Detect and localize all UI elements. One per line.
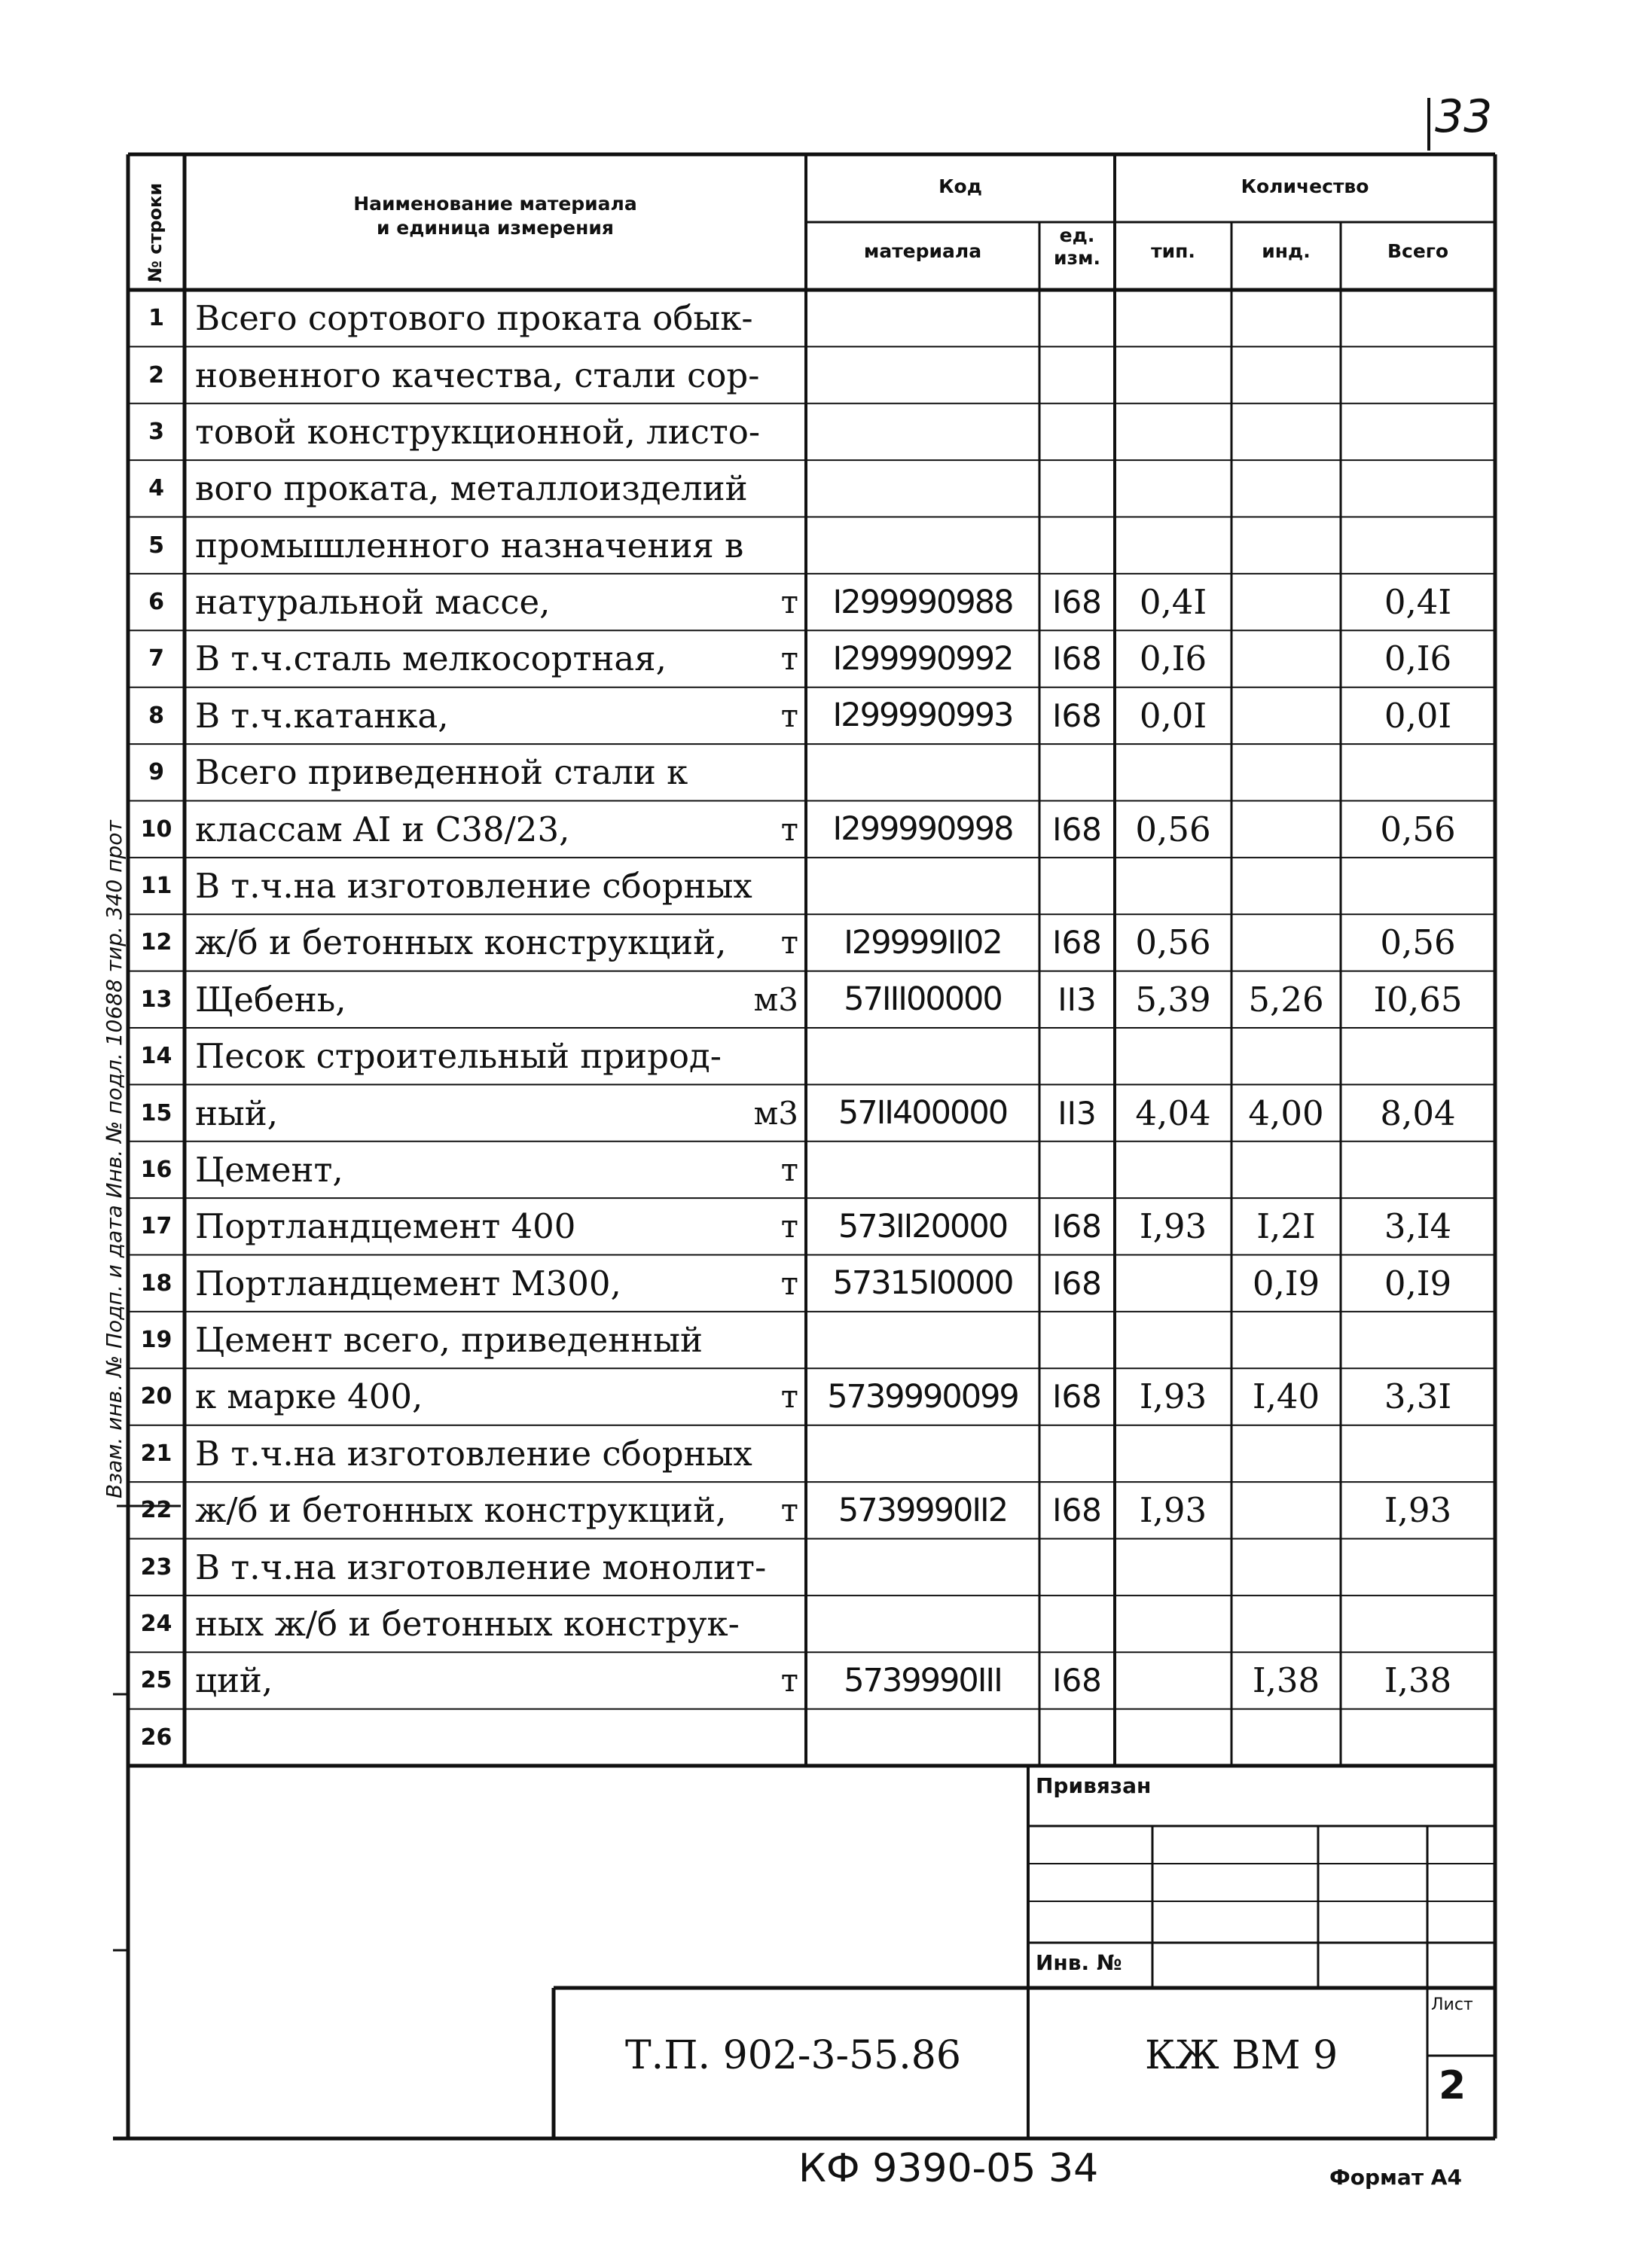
row-material-code: I299990988: [832, 583, 1013, 621]
row-material-code: 5739990099: [827, 1377, 1018, 1416]
row-unit: [185, 1709, 806, 1766]
row-qty-ind: I,38: [1252, 1660, 1320, 1701]
row-material-code: [806, 346, 1039, 403]
row-unit: [185, 1312, 806, 1368]
row-unit-code: II3: [1058, 980, 1097, 1018]
row-unit: [185, 517, 806, 574]
header-qty-ind: инд.: [1262, 240, 1311, 262]
row-unit: м3: [753, 980, 798, 1018]
row-unit-code: [1039, 744, 1115, 800]
row-qty-total: [1341, 1538, 1495, 1595]
row-material-code: [806, 1425, 1039, 1482]
header-code-material: материала: [863, 240, 982, 262]
row-qty-ind: [1231, 1028, 1341, 1084]
row-number: 23: [140, 1553, 172, 1581]
row-material-code: I299990993: [832, 697, 1013, 735]
row-qty-typ: 0,I6: [1139, 639, 1207, 679]
row-number: 25: [140, 1667, 172, 1694]
row-qty-total: 0,56: [1380, 922, 1456, 963]
row-unit: [185, 1538, 806, 1595]
header-qty-total: Всего: [1387, 240, 1449, 262]
row-qty-total: 0,4I: [1384, 582, 1452, 623]
row-number: 24: [140, 1611, 172, 1638]
row-qty-total: [1341, 404, 1495, 460]
header-code-unit-line1: ед.: [1059, 224, 1095, 246]
stamp-privyazan: Привязан: [1036, 1773, 1152, 1798]
row-qty-ind: [1231, 517, 1341, 574]
row-qty-total: [1341, 290, 1495, 346]
row-material-name: ных ж/б и бетонных конструк-: [195, 1604, 740, 1645]
row-material-name: ж/б и бетонных конструкций,: [195, 922, 727, 963]
stamp-inv-no: Инв. №: [1036, 1950, 1122, 1975]
row-material-code: [806, 744, 1039, 800]
header-qty-group: Количество: [1241, 175, 1369, 197]
row-qty-ind: [1231, 1709, 1341, 1766]
doc-mark: КЖ ВМ 9: [1145, 2033, 1338, 2078]
row-qty-total: [1341, 346, 1495, 403]
row-unit: т: [780, 584, 798, 621]
row-unit: т: [780, 697, 798, 734]
row-number: 3: [148, 418, 164, 445]
header-row-no: [128, 154, 185, 290]
row-qty-total: 0,I6: [1384, 639, 1452, 679]
row-material-code: [806, 1312, 1039, 1368]
row-unit-code: [1039, 460, 1115, 517]
row-material-name: товой конструкционной, листо-: [195, 411, 761, 452]
row-material-name: ный,: [195, 1093, 279, 1133]
row-material-name: Цемент всего, приведенный: [195, 1320, 703, 1361]
row-qty-typ: 4,04: [1135, 1093, 1211, 1133]
row-unit: [185, 1596, 806, 1652]
row-number: 7: [148, 645, 164, 672]
bottom-note: КФ 9390-05 34: [798, 2146, 1099, 2191]
row-number: 5: [148, 532, 164, 559]
row-material-name: ж/б и бетонных конструкций,: [195, 1490, 727, 1531]
row-qty-typ: [1115, 404, 1231, 460]
row-unit: т: [780, 1264, 798, 1302]
row-qty-total: 3,I4: [1384, 1206, 1452, 1247]
row-qty-ind: [1231, 914, 1341, 971]
row-unit-code: II3: [1058, 1094, 1097, 1132]
row-material-code: 57II400000: [838, 1094, 1008, 1132]
row-qty-total: 0,0I: [1384, 695, 1452, 736]
row-qty-typ: 0,56: [1135, 922, 1211, 963]
row-number: 11: [140, 873, 172, 900]
doc-code: Т.П. 902-3-55.86: [625, 2033, 961, 2078]
row-qty-ind: [1231, 1142, 1341, 1198]
row-material-code: I299990998: [832, 810, 1013, 849]
row-material-code: [806, 1596, 1039, 1652]
row-unit-code: [1039, 1028, 1115, 1084]
row-qty-total: [1341, 1709, 1495, 1766]
row-unit: [185, 1425, 806, 1482]
row-number: 14: [140, 1043, 172, 1070]
row-unit: [185, 744, 806, 800]
row-material-name: к марке 400,: [195, 1376, 423, 1417]
row-qty-typ: I,93: [1139, 1206, 1207, 1247]
row-qty-total: 8,04: [1380, 1093, 1456, 1133]
header-code-unit: [1039, 224, 1115, 270]
row-unit-code: [1039, 1596, 1115, 1652]
row-qty-typ: I,93: [1139, 1490, 1207, 1531]
row-qty-ind: [1231, 858, 1341, 914]
row-qty-ind: [1231, 574, 1341, 630]
row-unit: т: [780, 810, 798, 848]
row-qty-ind: [1231, 1425, 1341, 1482]
row-qty-total: 0,I9: [1384, 1263, 1452, 1303]
row-qty-total: I0,65: [1373, 979, 1463, 1020]
row-number: 21: [140, 1440, 172, 1467]
row-material-name: промышленного назначения в: [195, 525, 744, 565]
row-number: 4: [148, 475, 164, 502]
row-material-code: [806, 1142, 1039, 1198]
row-qty-typ: [1115, 1709, 1231, 1766]
row-unit-code: [1039, 346, 1115, 403]
row-number: 15: [140, 1099, 172, 1126]
row-qty-ind: [1231, 1482, 1341, 1538]
header-code-group: Код: [938, 175, 982, 197]
row-qty-ind: [1231, 1312, 1341, 1368]
row-qty-total: I,38: [1384, 1660, 1452, 1701]
row-qty-total: I,93: [1384, 1490, 1452, 1531]
row-unit-code: [1039, 517, 1115, 574]
row-qty-total: 3,3I: [1384, 1376, 1452, 1417]
row-material-name: натуральной массе,: [195, 582, 551, 623]
row-material-code: 57315I0000: [832, 1264, 1013, 1303]
row-qty-typ: 0,0I: [1139, 695, 1207, 736]
row-unit-code: [1039, 1312, 1115, 1368]
row-material-code: [806, 517, 1039, 574]
row-material-name: Всего сортового проката обык-: [195, 298, 753, 339]
row-qty-ind: [1231, 1538, 1341, 1595]
row-qty-ind: [1231, 290, 1341, 346]
row-qty-ind: 4,00: [1248, 1093, 1324, 1133]
row-unit: т: [780, 924, 798, 962]
row-material-name: В т.ч.на изготовление сборных: [195, 1433, 752, 1474]
row-qty-typ: [1115, 858, 1231, 914]
row-qty-total: [1341, 1312, 1495, 1368]
row-unit-code: [1039, 290, 1115, 346]
row-unit: т: [780, 1378, 798, 1416]
row-material-code: [806, 1538, 1039, 1595]
row-material-code: [806, 290, 1039, 346]
row-qty-typ: [1115, 1425, 1231, 1482]
row-qty-ind: [1231, 1596, 1341, 1652]
row-number: 9: [148, 759, 164, 786]
row-qty-total: 0,56: [1380, 809, 1456, 849]
row-qty-typ: [1115, 744, 1231, 800]
row-material-name: ций,: [195, 1660, 273, 1701]
row-unit-code: I68: [1052, 1492, 1102, 1529]
row-material-code: 5739990III: [844, 1661, 1002, 1699]
row-unit: [185, 460, 806, 517]
row-qty-typ: 0,56: [1135, 809, 1211, 849]
row-number: 22: [140, 1497, 172, 1524]
row-unit: т: [780, 1662, 798, 1699]
row-unit-code: I68: [1052, 924, 1102, 962]
row-material-code: 57III00000: [844, 980, 1002, 1019]
row-number: 1: [148, 305, 164, 332]
row-unit: т: [780, 1492, 798, 1529]
row-qty-typ: I,93: [1139, 1376, 1207, 1417]
row-unit: т: [780, 1151, 798, 1188]
row-unit: т: [780, 640, 798, 678]
row-material-code: [806, 858, 1039, 914]
row-unit: т: [780, 1208, 798, 1245]
row-unit: м3: [753, 1094, 798, 1132]
row-number: 17: [140, 1213, 172, 1240]
row-unit: [185, 1028, 806, 1084]
side-note: Взам. инв. № Подп. и дата Инв. № подл. 10688 тир. 340 прот: [102, 820, 127, 1498]
stamp-sheet-no: 2: [1439, 2063, 1466, 2108]
row-qty-typ: [1115, 1312, 1231, 1368]
stamp-sheet-label: Лист: [1431, 1995, 1473, 2014]
row-unit-code: I68: [1052, 810, 1102, 848]
row-qty-typ: [1115, 460, 1231, 517]
row-material-name: Щебень,: [195, 979, 346, 1020]
row-qty-total: [1341, 460, 1495, 517]
row-material-code: I299990992: [832, 639, 1013, 678]
row-qty-typ: [1115, 1028, 1231, 1084]
row-unit: [185, 346, 806, 403]
row-qty-total: [1341, 744, 1495, 800]
row-qty-typ: [1115, 1596, 1231, 1652]
row-qty-ind: [1231, 744, 1341, 800]
row-qty-typ: [1115, 517, 1231, 574]
row-number: 8: [148, 702, 164, 729]
header-name-line1: Наименование материала: [353, 193, 637, 215]
row-number: 6: [148, 589, 164, 616]
row-unit-code: I68: [1052, 1378, 1102, 1416]
row-number: 2: [148, 361, 164, 389]
row-qty-typ: [1115, 346, 1231, 403]
row-qty-typ: [1115, 290, 1231, 346]
row-qty-ind: I,40: [1252, 1376, 1320, 1417]
row-material-code: [806, 1709, 1039, 1766]
row-qty-total: [1341, 517, 1495, 574]
row-qty-ind: [1231, 346, 1341, 403]
row-unit-code: [1039, 1425, 1115, 1482]
row-unit: [185, 858, 806, 914]
row-unit-code: [1039, 404, 1115, 460]
row-qty-total: [1341, 1596, 1495, 1652]
row-material-name: Портландцемент 400: [195, 1206, 576, 1247]
row-unit-code: I68: [1052, 1264, 1102, 1302]
row-qty-total: [1341, 1142, 1495, 1198]
row-number: 26: [140, 1724, 172, 1751]
row-material-name: В т.ч.на изготовление монолит-: [195, 1547, 767, 1587]
row-unit-code: I68: [1052, 640, 1102, 678]
row-qty-total: [1341, 1028, 1495, 1084]
header-code-unit-line2: изм.: [1054, 247, 1100, 269]
row-unit-code: I68: [1052, 584, 1102, 621]
row-qty-ind: 0,I9: [1252, 1263, 1320, 1303]
row-material-code: 573II20000: [838, 1207, 1008, 1245]
row-qty-typ: 0,4I: [1139, 582, 1207, 623]
row-material-code: [806, 460, 1039, 517]
header-qty-typ: тип.: [1151, 240, 1195, 262]
row-unit-code: [1039, 858, 1115, 914]
row-number: 18: [140, 1270, 172, 1297]
header-name: [185, 192, 806, 240]
row-unit-code: I68: [1052, 697, 1102, 734]
row-qty-ind: [1231, 800, 1341, 857]
row-qty-total: [1341, 1425, 1495, 1482]
row-number: 19: [140, 1327, 172, 1354]
row-qty-typ: [1115, 1652, 1231, 1709]
row-qty-ind: [1231, 630, 1341, 687]
row-unit-code: I68: [1052, 1208, 1102, 1245]
row-qty-typ: [1115, 1255, 1231, 1312]
header-row-no-label: № строки: [145, 182, 166, 282]
row-material-code: 5739990II2: [838, 1491, 1008, 1529]
row-number: 13: [140, 986, 172, 1013]
row-material-name: Всего приведенной стали к: [195, 752, 688, 793]
row-qty-ind: [1231, 687, 1341, 744]
header-name-line2: и единица измерения: [377, 217, 614, 239]
row-material-code: [806, 1028, 1039, 1084]
row-qty-ind: 5,26: [1248, 979, 1324, 1020]
row-material-name: Песок строительный природ-: [195, 1036, 722, 1077]
row-material-code: I29999II02: [844, 923, 1002, 962]
row-number: 10: [140, 815, 172, 843]
row-material-name: Цемент,: [195, 1149, 343, 1190]
row-qty-typ: [1115, 1142, 1231, 1198]
row-number: 16: [140, 1156, 172, 1183]
row-material-name: вого проката, металлоизделий: [195, 468, 748, 509]
row-material-name: новенного качества, стали сор-: [195, 355, 760, 395]
row-qty-ind: [1231, 404, 1341, 460]
row-material-name: В т.ч.катанка,: [195, 695, 449, 736]
row-unit-code: I68: [1052, 1662, 1102, 1699]
row-number: 12: [140, 929, 172, 956]
row-unit-code: [1039, 1709, 1115, 1766]
format-label: Формат А4: [1329, 2165, 1462, 2190]
row-qty-total: [1341, 858, 1495, 914]
row-unit-code: [1039, 1538, 1115, 1595]
row-material-name: классам AI и С38/23,: [195, 809, 570, 849]
row-material-name: В т.ч.на изготовление сборных: [195, 866, 752, 907]
page-number: 33: [1435, 90, 1493, 143]
row-qty-typ: 5,39: [1135, 979, 1211, 1020]
row-qty-ind: I,2I: [1256, 1206, 1316, 1247]
row-unit: [185, 404, 806, 460]
row-unit-code: [1039, 1142, 1115, 1198]
row-number: 20: [140, 1383, 172, 1410]
row-material-name: В т.ч.сталь мелкосортная,: [195, 639, 667, 679]
row-material-name: Портландцемент М300,: [195, 1263, 621, 1303]
row-qty-typ: [1115, 1538, 1231, 1595]
row-material-code: [806, 404, 1039, 460]
row-qty-ind: [1231, 460, 1341, 517]
row-unit: [185, 290, 806, 346]
